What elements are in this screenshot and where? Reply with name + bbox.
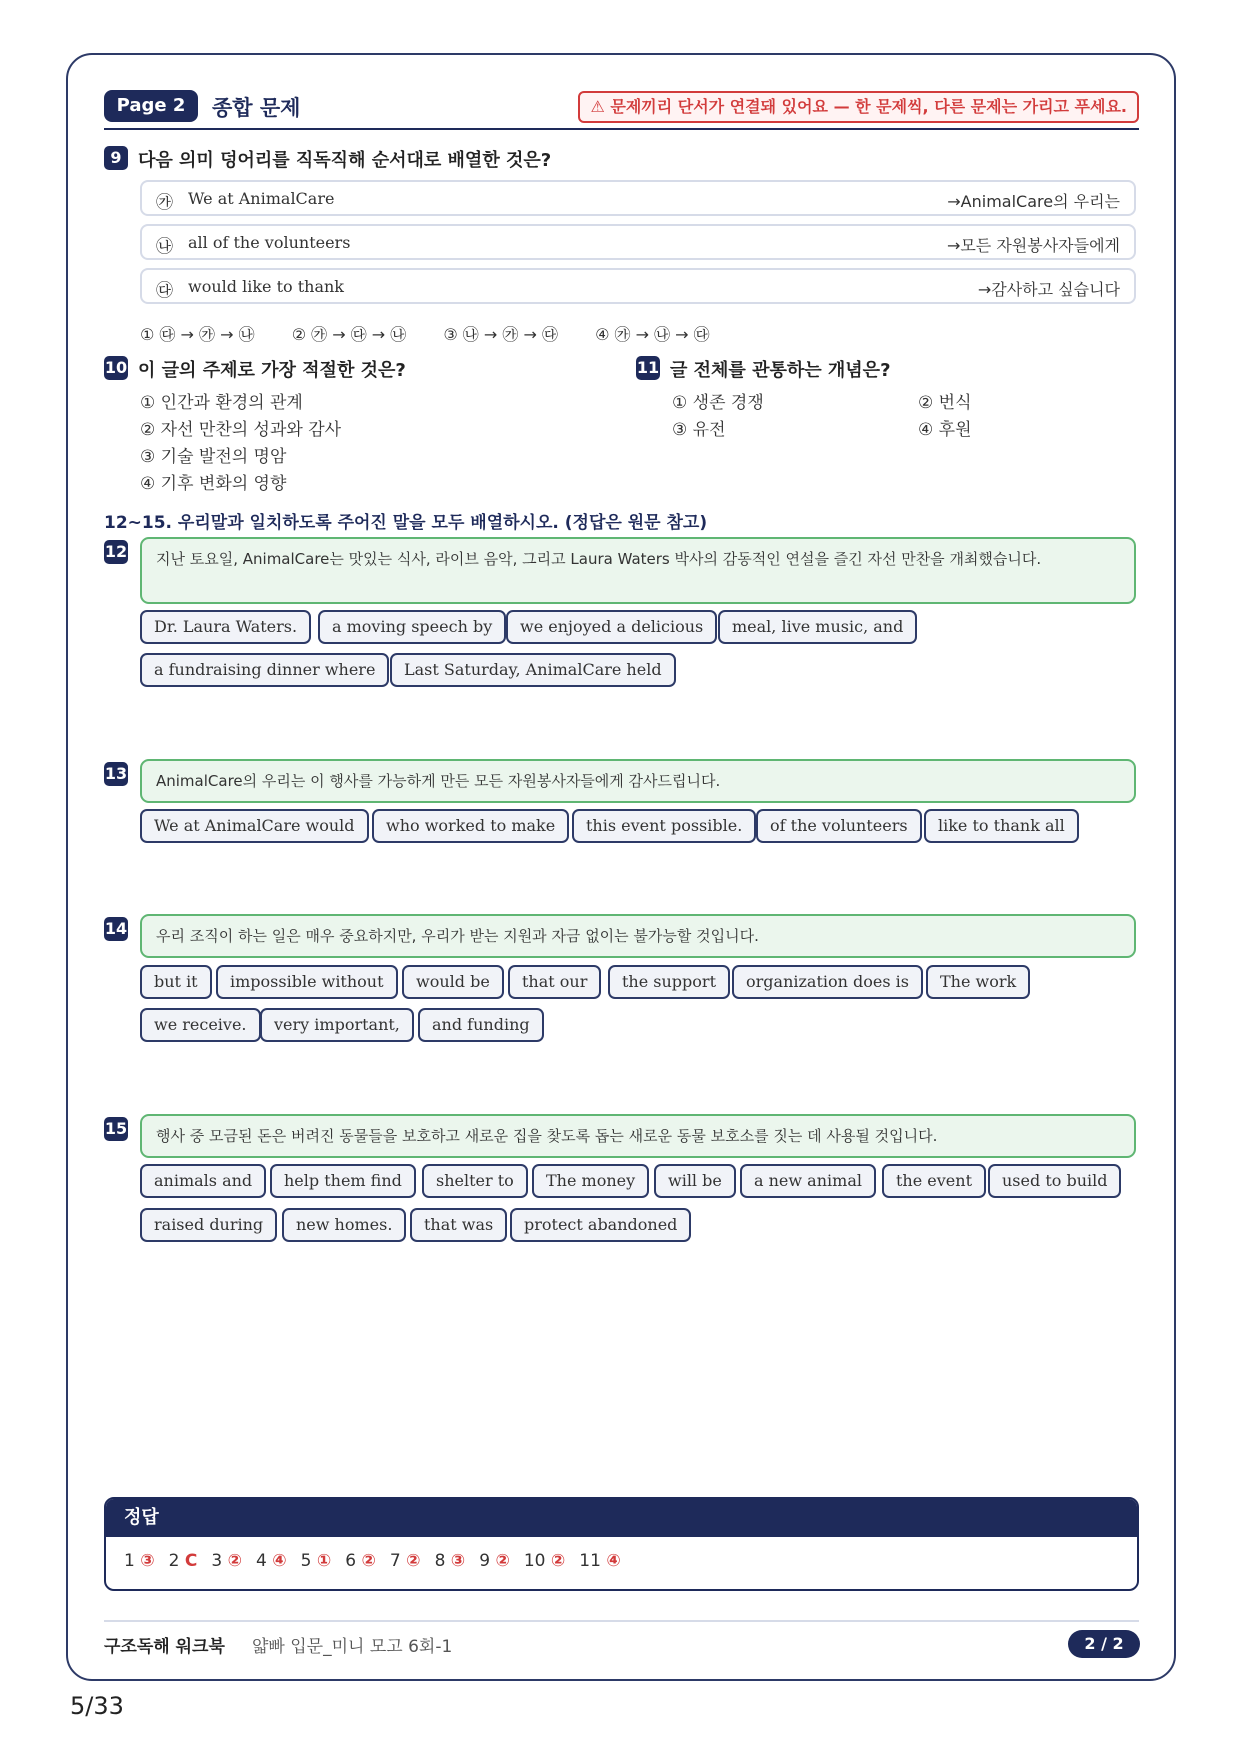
chunk-mark: ㉯ xyxy=(156,237,173,257)
footer-subtitle: 얇빠 입문_미니 모고 6회-1 xyxy=(252,1637,453,1657)
korean-sentence: 지난 토요일, AnimalCare는 맛있는 식사, 라이브 음악, 그리고 Laura Waters 박사의 감동적인 연설을 즐긴 자선 만찬을 개최했습니다. xyxy=(140,537,1136,604)
page-header xyxy=(104,90,1139,130)
question-title: 다음 의미 덩어리를 직독직해 순서대로 배열한 것은? xyxy=(138,150,552,171)
document-page-counter: 5/33 xyxy=(70,1692,124,1720)
question-number: 15 xyxy=(104,1117,128,1141)
answer-number: 10 xyxy=(523,1551,546,1571)
chunk-korean: →AnimalCare의 우리는 xyxy=(947,192,1120,211)
answer-value: ② xyxy=(550,1551,566,1571)
word-chip[interactable]: we receive. xyxy=(140,1008,261,1042)
instruction: 12~15. 우리말과 일치하도록 주어진 말을 모두 배열하시오. (정답은 원문 참고) xyxy=(104,513,708,533)
word-chip[interactable]: The work xyxy=(926,965,1030,999)
answer-item xyxy=(256,1551,287,1571)
word-chip[interactable]: organization does is xyxy=(732,965,923,999)
option-2[interactable]: ② 번식 xyxy=(918,393,972,413)
word-chip[interactable]: that was xyxy=(410,1208,507,1242)
question-number: 14 xyxy=(104,917,128,941)
word-chip[interactable]: a new animal xyxy=(740,1164,876,1198)
word-chip[interactable]: would be xyxy=(402,965,504,999)
answer-value: ④ xyxy=(272,1551,287,1571)
answer-number: 8 xyxy=(434,1551,446,1571)
word-chip[interactable]: of the volunteers xyxy=(756,809,922,843)
answer-item xyxy=(390,1551,421,1571)
answer-item xyxy=(435,1551,466,1571)
answer-item xyxy=(479,1551,510,1571)
answer-number: 4 xyxy=(256,1551,267,1571)
word-chip[interactable]: will be xyxy=(654,1164,736,1198)
answer-number: 11 xyxy=(579,1551,601,1571)
chunk-mark: ㉮ xyxy=(156,193,173,213)
chunk-row xyxy=(140,268,1136,304)
page-label: Page 2 xyxy=(104,90,198,122)
word-chip[interactable]: this event possible. xyxy=(572,809,756,843)
option-4[interactable]: ④ 기후 변화의 영향 xyxy=(140,474,287,494)
answer-value: C xyxy=(184,1551,198,1571)
answer-number: 5 xyxy=(300,1551,312,1571)
word-chip[interactable]: very important, xyxy=(260,1008,414,1042)
word-chip[interactable]: like to thank all xyxy=(924,809,1079,843)
question-number: 12 xyxy=(104,540,128,564)
answer-item xyxy=(524,1551,565,1571)
word-chip[interactable]: Last Saturday, AnimalCare held xyxy=(390,653,676,687)
warning-banner: ⚠ 문제끼리 단서가 연결돼 있어요 — 한 문제씩, 다른 문제는 가리고 푸세요. xyxy=(578,91,1139,123)
section-title: 종합 문제 xyxy=(212,96,301,120)
chunk-korean: →감사하고 싶습니다 xyxy=(977,280,1120,299)
option-1[interactable]: ① ㉰ → ㉮ → ㉯ xyxy=(140,325,255,344)
answer-key-title: 정답 xyxy=(106,1499,1137,1537)
word-chip[interactable]: We at AnimalCare would xyxy=(140,809,369,843)
word-chip[interactable]: a fundraising dinner where xyxy=(140,653,389,687)
word-chip[interactable]: protect abandoned xyxy=(510,1208,691,1242)
answer-value: ③ xyxy=(140,1551,155,1571)
answer-item xyxy=(301,1551,332,1571)
option-3[interactable]: ③ ㉯ → ㉮ → ㉰ xyxy=(443,325,558,344)
chunk-english: We at AnimalCare xyxy=(188,189,335,208)
question-title: 이 글의 주제로 가장 적절한 것은? xyxy=(138,360,406,381)
chunk-row xyxy=(140,180,1136,216)
answer-number: 3 xyxy=(211,1551,223,1571)
question-number: 13 xyxy=(104,762,128,786)
word-chip[interactable]: shelter to xyxy=(422,1164,528,1198)
question-title: 글 전체를 관통하는 개념은? xyxy=(670,360,891,381)
word-chip[interactable]: and funding xyxy=(418,1008,544,1042)
korean-sentence: 우리 조직이 하는 일은 매우 중요하지만, 우리가 받는 지원과 자금 없이는 불가능할 것입니다. xyxy=(140,914,1136,958)
word-chip[interactable]: used to build xyxy=(988,1164,1121,1198)
word-chip[interactable]: that our xyxy=(508,965,601,999)
word-chip[interactable]: animals and xyxy=(140,1164,266,1198)
option-3[interactable]: ③ 기술 발전의 명암 xyxy=(140,447,287,467)
word-chip[interactable]: The money xyxy=(532,1164,649,1198)
option-1[interactable]: ① 인간과 환경의 관계 xyxy=(140,393,303,413)
chunk-english: would like to thank xyxy=(188,277,344,296)
option-4[interactable]: ④ ㉮ → ㉯ → ㉰ xyxy=(595,325,710,344)
word-chip[interactable]: who worked to make xyxy=(372,809,569,843)
footer-divider xyxy=(104,1620,1139,1622)
word-chip[interactable]: impossible without xyxy=(216,965,398,999)
answer-item xyxy=(169,1551,198,1571)
answer-list xyxy=(124,1551,635,1571)
answer-number: 7 xyxy=(389,1551,401,1571)
answer-item xyxy=(345,1551,376,1571)
word-chip[interactable]: a moving speech by xyxy=(318,610,506,644)
answer-value: ② xyxy=(406,1551,421,1571)
word-chip[interactable]: the support xyxy=(608,965,730,999)
answer-key xyxy=(104,1497,1139,1591)
answer-number: 1 xyxy=(124,1551,135,1571)
answer-number: 6 xyxy=(345,1551,357,1571)
word-chip[interactable]: Dr. Laura Waters. xyxy=(140,610,311,644)
q9-options xyxy=(140,322,742,345)
word-chip[interactable]: the event xyxy=(882,1164,986,1198)
word-chip[interactable]: raised during xyxy=(140,1208,277,1242)
footer-page-badge: 2 / 2 xyxy=(1068,1630,1140,1658)
option-2[interactable]: ② ㉮ → ㉰ → ㉯ xyxy=(291,325,407,344)
word-chip[interactable]: but it xyxy=(140,965,212,999)
chunk-korean: →모든 자원봉사자들에게 xyxy=(946,236,1120,255)
word-chip[interactable]: we enjoyed a delicious xyxy=(506,610,717,644)
answer-value: ② xyxy=(495,1551,510,1571)
option-2[interactable]: ② 자선 만찬의 성과와 감사 xyxy=(140,420,342,440)
answer-item xyxy=(124,1551,155,1571)
answer-value: ② xyxy=(227,1551,242,1571)
footer-title: 구조독해 워크북 xyxy=(104,1637,225,1657)
option-4[interactable]: ④ 후원 xyxy=(918,420,972,440)
answer-value: ③ xyxy=(450,1551,466,1571)
word-chip[interactable]: help them find xyxy=(270,1164,416,1198)
answer-value: ② xyxy=(361,1551,376,1571)
word-chip[interactable]: meal, live music, and xyxy=(718,610,917,644)
chunk-mark: ㉰ xyxy=(156,281,173,301)
answer-value: ④ xyxy=(606,1551,621,1571)
question-number: 9 xyxy=(104,146,128,170)
korean-sentence: 행사 중 모금된 돈은 버려진 동물들을 보호하고 새로운 집을 찾도록 돕는 새로운 동물 보호소를 짓는 데 사용될 것입니다. xyxy=(140,1114,1136,1158)
answer-number: 2 xyxy=(168,1551,180,1571)
chunk-english: all of the volunteers xyxy=(188,233,351,252)
option-3[interactable]: ③ 유전 xyxy=(672,420,726,440)
option-1[interactable]: ① 생존 경쟁 xyxy=(672,393,764,413)
answer-value: ① xyxy=(316,1551,332,1571)
korean-sentence: AnimalCare의 우리는 이 행사를 가능하게 만든 모든 자원봉사자들에게 감사드립니다. xyxy=(140,759,1136,803)
chunk-row xyxy=(140,224,1136,260)
answer-item xyxy=(579,1551,620,1571)
question-number: 10 xyxy=(104,356,128,380)
answer-number: 9 xyxy=(479,1551,491,1571)
word-chip[interactable]: new homes. xyxy=(282,1208,406,1242)
answer-item xyxy=(211,1551,242,1571)
question-number: 11 xyxy=(636,356,660,380)
